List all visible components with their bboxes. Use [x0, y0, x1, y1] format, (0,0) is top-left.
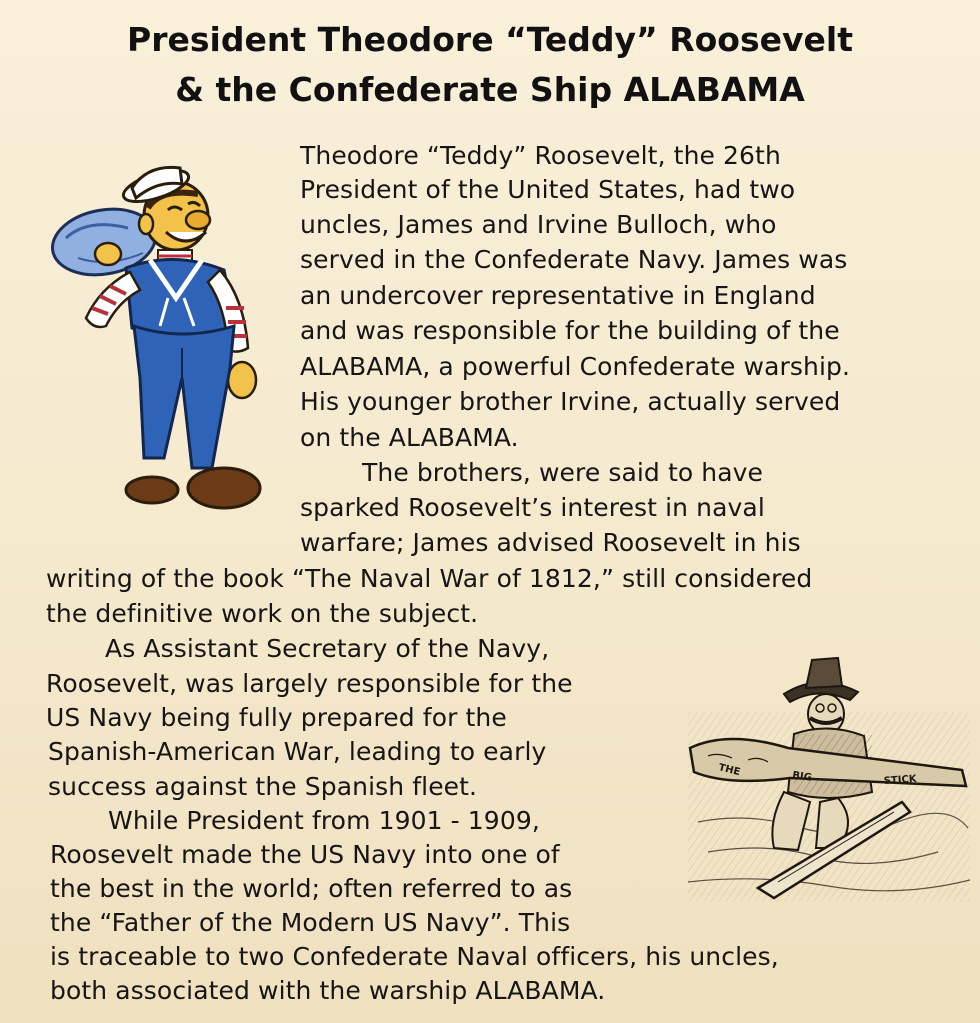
body-line: and was responsible for the building of the — [300, 316, 840, 345]
body-line: The brothers, were said to have — [362, 458, 764, 487]
body-line: writing of the book “The Naval War of 1812,” still considered — [46, 564, 813, 593]
body-line: on the ALABAMA. — [300, 423, 519, 452]
body-line: an undercover representative in England — [300, 281, 816, 310]
body-line: success against the Spanish fleet. — [48, 772, 478, 801]
body-line: President of the United States, had two — [300, 175, 796, 204]
title-line-1: President Theodore “Teddy” Roosevelt — [127, 20, 853, 59]
body-line: the best in the world; often referred to as — [50, 874, 573, 903]
stick-word-the: THE — [717, 762, 742, 779]
body-line: both associated with the warship ALABAMA. — [50, 976, 606, 1005]
body-line: Spanish-American War, leading to early — [48, 737, 547, 766]
body-line: While President from 1901 - 1909, — [108, 806, 540, 835]
title-line-2: & the Confederate Ship ALABAMA — [175, 70, 805, 109]
body-line: US Navy being fully prepared for the — [46, 703, 507, 732]
body-line: Theodore “Teddy” Roosevelt, the 26th — [300, 141, 781, 170]
body-line: the definitive work on the subject. — [46, 599, 479, 628]
big-stick-cartoon — [688, 652, 970, 902]
sailor-illustration — [48, 158, 288, 526]
body-line: is traceable to two Confederate Naval officers, his uncles, — [50, 942, 779, 971]
body-line: warfare; James advised Roosevelt in his — [300, 528, 801, 557]
body-line: served in the Confederate Navy. James was — [300, 245, 848, 274]
body-line: Roosevelt, was largely responsible for the — [46, 669, 573, 698]
body-line: ALABAMA, a powerful Confederate warship. — [300, 352, 851, 381]
body-line: As Assistant Secretary of the Navy, — [105, 634, 550, 663]
body-line: Roosevelt made the US Navy into one of — [50, 840, 560, 869]
body-line: uncles, James and Irvine Bulloch, who — [300, 210, 777, 239]
body-line: the “Father of the Modern US Navy”. This — [50, 908, 571, 937]
stick-word-stick: STICK — [883, 773, 917, 787]
body-line: His younger brother Irvine, actually served — [300, 387, 841, 416]
stick-word-big: BIG — [791, 770, 813, 784]
body-line: sparked Roosevelt’s interest in naval — [300, 493, 765, 522]
